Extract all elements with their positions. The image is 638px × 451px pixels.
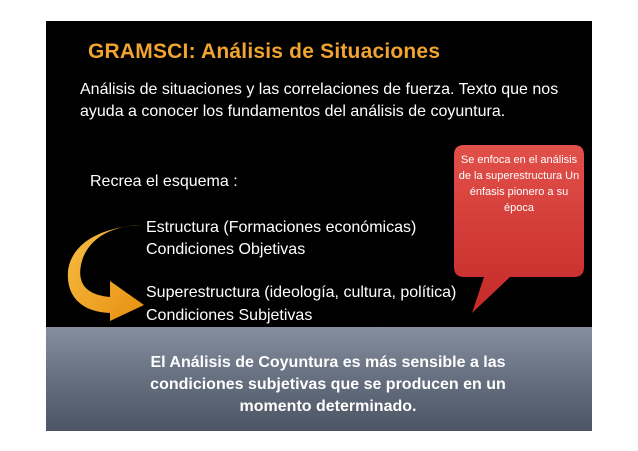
scheme-line-superestructura: Superestructura (ideología, cultura, política) [146,284,457,301]
slide [46,21,592,431]
curved-arrow-icon [64,221,146,321]
conclusion-band [46,327,592,431]
scheme-label: Recrea el esquema : [90,173,238,190]
conclusion-text: El Análisis de Coyuntura es más sensible a las condiciones subjetivas que se producen en un momento determinado. [150,354,506,415]
scheme-line-condiciones-objetivas: Condiciones Objetivas [146,241,306,258]
slide-title: GRAMSCI: Análisis de Situaciones [88,40,441,63]
intro-text: Análisis de situaciones y las correlaciones de fuerza. Texto que nos ayuda a conocer los fundamentos del análisis de coyuntura. [80,81,559,120]
callout-text: Se enfoca en el análisis de la superestructura Un énfasis pionero a su época [458,154,580,214]
scheme-line-estructura: Estructura (Formaciones económicas) [146,219,417,236]
scheme-line-condiciones-subjetivas: Condiciones Subjetivas [146,307,313,324]
